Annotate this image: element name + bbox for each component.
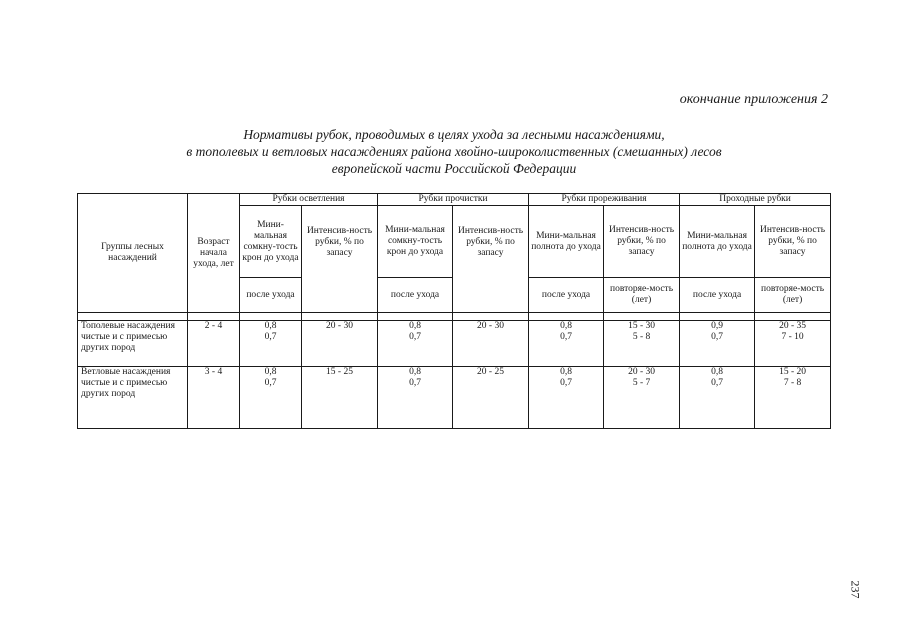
- header-g4-after: после ухода: [680, 278, 755, 313]
- thinning-norms-table: [77, 193, 831, 429]
- row-g2-density: 0,8 0,7: [378, 321, 453, 367]
- document-title: [78, 126, 830, 177]
- row-g3-intensity: 15 - 30 5 - 8: [604, 321, 680, 367]
- header-g3-min-fullness: Мини-мальная полнота до ухода: [529, 206, 604, 278]
- row-g3-fullness: 0,8 0,7: [529, 367, 604, 429]
- title-line-1: Нормативы рубок, проводимых в целях ухода за лесными насаждениями,: [243, 127, 665, 142]
- header-g3-repeat: повторяе-мость (лет): [604, 278, 680, 313]
- row-g1-density: 0,8 0,7: [240, 367, 302, 429]
- row-g1-density: 0,8 0,7: [240, 321, 302, 367]
- header-age: Возраст начала ухода, лет: [188, 194, 240, 313]
- title-line-3: европейской части Российской Федерации: [331, 161, 577, 176]
- title-line-2: в тополевых и ветловых насаждениях района хвойно-широколиственных (смешанных) лесов: [186, 144, 722, 159]
- header-g2-after: после ухода: [378, 278, 453, 313]
- row-age: 2 - 4: [188, 321, 240, 367]
- row-g3-intensity: 20 - 30 5 - 7: [604, 367, 680, 429]
- header-cleaning-cuts: Рубки прочистки: [378, 194, 529, 206]
- header-row-groups: [78, 194, 831, 206]
- row-group: Тополевые насаждения чистые и с примесью других пород: [78, 321, 188, 367]
- header-groups: Группы лесных насаждений: [78, 194, 188, 313]
- row-g4-intensity: 20 - 35 7 - 10: [755, 321, 831, 367]
- row-g1-intensity: 15 - 25: [302, 367, 378, 429]
- table-row: [78, 321, 831, 367]
- header-g2-intensity: Интенсив-ность рубки, % по запасу: [453, 206, 529, 313]
- row-age: 3 - 4: [188, 367, 240, 429]
- row-g2-intensity: 20 - 30: [453, 321, 529, 367]
- header-g4-repeat: повторяе-мость (лет): [755, 278, 831, 313]
- header-g4-min-fullness: Мини-мальная полнота до ухода: [680, 206, 755, 278]
- header-g3-intensity: Интенсив-ность рубки, % по запасу: [604, 206, 680, 278]
- row-g4-fullness: 0,9 0,7: [680, 321, 755, 367]
- page-number: 237: [848, 580, 863, 599]
- header-g4-intensity: Интенсив-ность рубки, % по запасу: [755, 206, 831, 278]
- header-lighting-cuts: Рубки осветления: [240, 194, 378, 206]
- header-g1-min-density: Мини-мальная сомкну-тость крон до ухода: [240, 206, 302, 278]
- header-g2-min-density: Мини-мальная сомкну-тость крон до ухода: [378, 206, 453, 278]
- row-g4-intensity: 15 - 20 7 - 8: [755, 367, 831, 429]
- row-g2-intensity: 20 - 25: [453, 367, 529, 429]
- row-group: Ветловые насаждения чистые и с примесью других пород: [78, 367, 188, 429]
- row-g1-intensity: 20 - 30: [302, 321, 378, 367]
- header-passage-cuts: Проходные рубки: [680, 194, 831, 206]
- header-thinning-cuts: Рубки прореживания: [529, 194, 680, 206]
- spacer-row: [78, 313, 831, 321]
- header-g1-intensity: Интенсив-ность рубки, % по запасу: [302, 206, 378, 313]
- header-g3-after: после ухода: [529, 278, 604, 313]
- row-g3-fullness: 0,8 0,7: [529, 321, 604, 367]
- header-g1-after: после ухода: [240, 278, 302, 313]
- row-g4-fullness: 0,8 0,7: [680, 367, 755, 429]
- row-g2-density: 0,8 0,7: [378, 367, 453, 429]
- appendix-note: окончание приложения 2: [679, 92, 828, 107]
- table-row: [78, 367, 831, 429]
